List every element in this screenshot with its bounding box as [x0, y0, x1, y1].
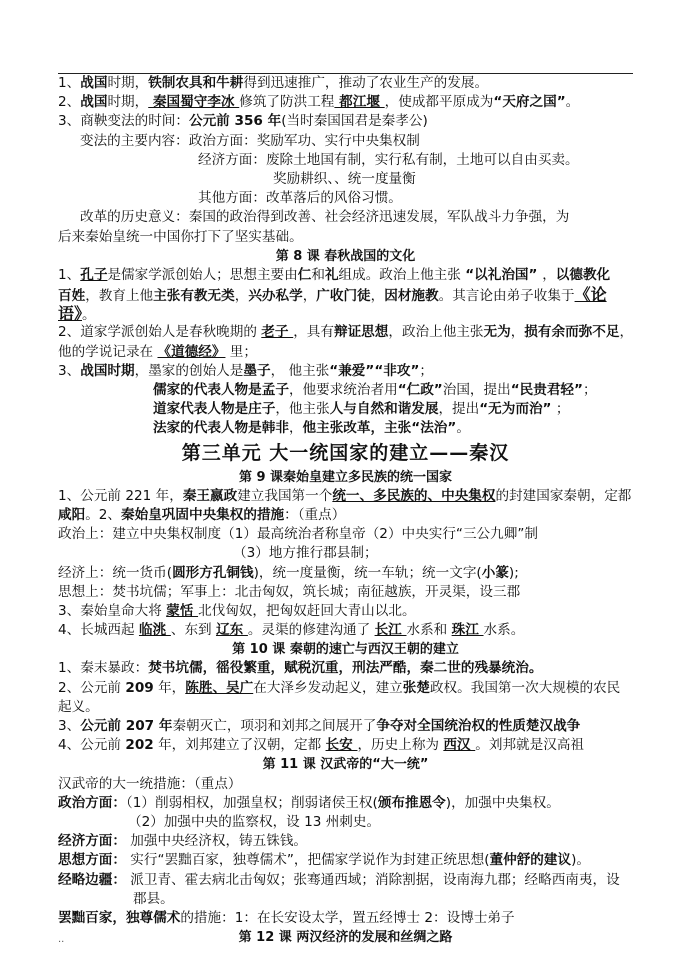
text-run: 张楚	[402, 679, 430, 696]
text-run: 北伐匈奴，把匈奴赶回大青山以北。	[198, 602, 416, 619]
text-run: ；	[551, 401, 570, 418]
text-line	[58, 151, 633, 170]
text-run: 经略边疆：	[58, 871, 126, 888]
text-run: 实行“罢黜百家，独尊儒术”，把儒家学说作为封建正统思想(	[125, 852, 490, 869]
text-run: 和	[311, 266, 325, 283]
text-line	[58, 381, 633, 400]
text-run: 209	[125, 679, 154, 696]
text-run: ，提出	[438, 401, 480, 418]
text-run: 。其言论由弟子收集于	[438, 288, 575, 305]
text-run: （1）削弱相权，加强皇权；削弱诸侯王权(	[125, 794, 378, 811]
text-run: 长安	[325, 737, 358, 754]
text-line	[58, 871, 633, 890]
text-line	[58, 659, 633, 678]
text-run: 。刘邦就是汉高祖	[475, 737, 585, 754]
text-run: 争夺对全国统治权的性质楚汉战争	[376, 718, 581, 734]
text-run: 兴办私学	[248, 288, 303, 305]
text-run: 3、	[58, 362, 81, 379]
text-run: 202	[125, 737, 154, 754]
text-line	[58, 132, 633, 151]
text-line	[58, 189, 633, 208]
text-line	[58, 93, 633, 112]
text-line	[58, 266, 633, 285]
text-run: 以德教化	[555, 266, 611, 283]
text-run: 孔子	[80, 266, 108, 283]
text-run: 、东到	[170, 622, 216, 639]
text-run: 公元前 356 年	[189, 113, 282, 130]
text-run: ，墨家的创始人是	[134, 362, 244, 379]
text-line	[58, 621, 633, 640]
text-run: 时期，	[107, 94, 149, 111]
lesson-heading	[58, 755, 633, 774]
text-run: 第 10 课 秦朝的速亡与西汉王朝的建立	[232, 642, 459, 658]
text-run: 经济上：统一货币(	[58, 564, 173, 581]
text-run: 儒家的代表人物是孟子	[153, 382, 289, 398]
text-run: ；	[582, 382, 597, 398]
text-line	[58, 487, 633, 506]
text-run: 2、道家学派创始人是春秋晚期的	[58, 324, 262, 341]
text-run: 《道德经》	[157, 343, 226, 360]
text-run: （2）加强中央的监察权，设 13 州刺史。	[128, 813, 381, 830]
text-run: 统一、多民族的、中央集权	[332, 487, 496, 504]
text-run: 法家的代表人物是韩非	[153, 420, 289, 437]
lesson-heading	[58, 640, 633, 659]
text-run: 奖励耕织、、统一度量衡	[273, 170, 416, 187]
text-run: 建立我国第一个	[237, 487, 333, 504]
text-run: 年，刘邦建立了汉朝，定都	[153, 737, 326, 754]
text-run: 汉武帝的大一统措施：（重点）	[58, 775, 242, 792]
text-line	[58, 717, 633, 736]
text-line	[58, 323, 633, 342]
text-run: 秦朝灭亡，项羽和刘邦之间展开了	[172, 718, 377, 734]
text-run: 他主张改革，主张“法治”	[302, 420, 457, 437]
text-run: 是儒家学派创始人；思想主要由	[107, 266, 298, 283]
text-run: ，	[619, 324, 633, 341]
text-run: ，	[302, 288, 317, 305]
text-run: 公元前 207 年	[80, 718, 173, 734]
text-run: 秦始皇巩固中央集权的措施	[121, 506, 285, 523]
text-run: 战国时期	[80, 362, 135, 379]
text-run: 3、秦始皇命大将	[58, 602, 167, 619]
text-run: ，	[510, 324, 525, 341]
text-run: 变法的主要内容：政治方面：奖励军功、实行中央集权制	[80, 132, 420, 149]
text-run: 因材施教	[384, 288, 439, 305]
text-run: ，他主张	[275, 401, 330, 418]
text-run: 1、秦末暴政：	[58, 660, 149, 677]
text-run: )，统一度量衡，统一车轨；统一文字(	[253, 564, 482, 581]
text-run: ，他要求统治者用	[288, 382, 398, 398]
text-line	[58, 909, 633, 928]
page-footer-mark: ..	[58, 934, 65, 945]
text-run: 2、	[58, 94, 81, 111]
text-run: 仁	[297, 266, 312, 283]
text-run: 他的学说记录在	[58, 343, 158, 360]
text-run: 3、	[58, 718, 81, 734]
lesson-heading	[58, 247, 633, 266]
text-run: 后来秦始皇统一中国你打下了坚实基础。	[58, 228, 303, 245]
text-run: 陈胜、吴广	[185, 679, 254, 696]
text-run: 经济方面：	[58, 833, 126, 850]
text-run: 损有余而弥不足	[524, 324, 620, 341]
text-run: ，使成都平原成为	[384, 94, 494, 111]
text-run: 经济方面：废除土地国有制，实行私有制，土地可以自由买卖。	[198, 151, 579, 168]
text-run: 治国，提出	[442, 382, 511, 398]
text-run: 政治方面：	[58, 794, 126, 811]
text-line	[58, 170, 633, 189]
text-run: ，教育上他	[85, 288, 154, 305]
text-run: 派卫青、霍去病北击匈奴；张骞通西域；消除割据，设南海九郡；经略西南夷，设	[125, 871, 620, 888]
text-run: ，具有	[293, 324, 334, 341]
text-line	[58, 419, 633, 438]
text-run: 政权。我国第一次大规模的农民	[429, 679, 621, 696]
text-run: )。	[571, 852, 590, 869]
text-run: 道家代表人物是庄子	[153, 401, 276, 418]
text-run: 西汉	[443, 737, 476, 754]
text-line	[58, 525, 633, 544]
text-run: 其他方面：改革落后的风俗习惯。	[198, 190, 402, 207]
text-run: ， 他主张	[270, 362, 330, 379]
text-run: 颁布推恩令	[377, 794, 446, 811]
text-line	[58, 679, 633, 698]
text-run: 。	[456, 420, 470, 437]
text-run: 董仲舒的建议	[489, 852, 572, 869]
text-line	[58, 285, 633, 304]
text-run: 主张有教无类	[153, 288, 235, 305]
text-line	[58, 832, 633, 851]
text-run: 珠江	[451, 622, 484, 639]
text-run: 1、	[58, 75, 81, 91]
text-run: 都江堰	[334, 94, 385, 111]
text-run: 墨子	[243, 362, 271, 379]
text-run: 小篆	[481, 564, 509, 581]
text-run: 战国	[80, 75, 108, 91]
text-run: 焚书坑儒，徭役繁重，赋税沉重，刑法严酷，秦二世的残暴统治。	[148, 660, 543, 677]
text-run: 人与自然和谐发展	[329, 401, 439, 418]
text-run: 改革的历史意义：秦国的政治得到改善、社会经济迅速发展，军队战斗力争强，为	[80, 209, 570, 226]
text-run: 辽东	[215, 622, 248, 639]
text-run: 第 8 课 春秋战国的文化	[275, 248, 416, 264]
text-run: 得到迅速推广，推动了农业生产的发展。	[243, 75, 489, 91]
text-line	[58, 794, 633, 813]
text-run: 第 9 课秦始皇建立多民族的统一国家	[238, 469, 453, 485]
text-run: ：（重点）	[284, 506, 346, 523]
text-line	[58, 775, 633, 794]
lesson-heading	[58, 928, 633, 947]
text-run: 老子	[261, 324, 294, 341]
text-run: 铁制农具和牛耕	[148, 75, 244, 91]
text-run: 。	[82, 307, 96, 324]
text-run: 。灵渠的修建沟通了	[247, 622, 375, 639]
text-run: 修筑了防洪工程	[239, 94, 335, 111]
text-run: 第 11 课 汉武帝的“大一统”	[262, 757, 429, 773]
text-run: ，政治上他主张	[388, 324, 484, 341]
text-run: ，	[288, 420, 303, 437]
text-run: 秦王嬴政	[182, 487, 238, 504]
text-run: 时期，	[107, 75, 149, 91]
text-run: “兼爱”“非攻”	[329, 362, 420, 379]
unit-heading	[58, 439, 633, 468]
text-run: ，	[370, 288, 385, 305]
text-line	[58, 112, 633, 131]
text-run: 年，	[153, 679, 186, 696]
text-run: 《论	[574, 285, 607, 305]
text-run: ，历史上称为	[357, 737, 444, 754]
text-run: 圆形方孔铜钱	[172, 564, 254, 581]
text-run: 。2、	[85, 506, 122, 523]
text-run: 政治上：建立中央集权制度（1）最高统治者称皇帝（2）中央实行“三公九卿”制	[58, 526, 538, 543]
text-line	[58, 544, 633, 563]
text-run: 水系。	[483, 622, 525, 639]
text-run: 4、公元前	[58, 737, 126, 754]
text-run: 组成。政治上他主张	[338, 266, 466, 283]
text-line	[58, 564, 633, 583]
text-run: 的措施：1：在长安设太学，置五经博士 2：设博士弟子	[180, 909, 515, 926]
text-run: 咸阳	[58, 506, 86, 523]
text-run: (当时秦国国君是秦孝公)	[281, 113, 428, 130]
text-run: ，	[234, 288, 249, 305]
text-run: 长江	[374, 622, 407, 639]
text-line	[58, 506, 633, 525]
text-run: 第 12 课 两汉经济的发展和丝绸之路	[238, 930, 453, 946]
text-run: 礼	[324, 266, 339, 283]
text-run: 水系和	[406, 622, 452, 639]
text-run: “民贵君轻”	[510, 382, 583, 398]
text-line	[58, 74, 633, 93]
text-line	[58, 304, 633, 323]
text-run: 第三单元 大一统国家的建立——秦汉	[181, 441, 510, 464]
text-run: 广收门徒	[316, 288, 371, 305]
text-line	[58, 736, 633, 755]
text-run: 百姓	[58, 288, 86, 305]
text-run: 1、公元前 221 年，	[58, 487, 183, 504]
text-run: 。	[565, 94, 580, 111]
text-line	[58, 362, 633, 381]
text-line	[58, 343, 633, 362]
text-run: 郡县。	[133, 890, 174, 907]
document-body	[58, 74, 633, 947]
text-run: 战国	[80, 94, 108, 111]
text-run: 在大泽乡发动起义，建立	[253, 679, 403, 696]
text-run: 思想方面：	[58, 852, 126, 869]
text-line	[58, 400, 633, 419]
text-run: 辩证思想	[333, 324, 389, 341]
text-run: 起义。	[58, 698, 99, 715]
text-run: “无为而治”	[479, 401, 552, 418]
text-run: 蒙恬	[166, 602, 199, 619]
text-run: ，	[542, 266, 556, 283]
text-run: “仁政”	[397, 382, 443, 398]
text-run: )，加强中央集权。	[445, 794, 560, 811]
text-line	[58, 228, 633, 247]
text-run: );	[508, 564, 519, 581]
text-run: （3）地方推行郡县制；	[233, 545, 378, 562]
text-run: 2、公元前	[58, 679, 126, 696]
text-run: “天府之国”	[493, 94, 566, 111]
text-run: 秦国蜀守李冰	[148, 94, 240, 111]
text-run: 语》	[58, 304, 83, 324]
text-line	[58, 851, 633, 870]
text-line	[58, 208, 633, 227]
text-line	[58, 602, 633, 621]
text-line	[58, 583, 633, 602]
text-run: 里；	[225, 343, 257, 360]
lesson-heading	[58, 468, 633, 487]
text-run: 4、长城西起	[58, 622, 139, 639]
text-run: 思想上：焚书坑儒；军事上：北击匈奴，筑长城；南征越族，开灵渠，设三郡	[58, 583, 521, 600]
text-run: 1、	[58, 266, 81, 283]
text-run: 3、商鞅变法的时间：	[58, 113, 189, 130]
text-run: “以礼治国”	[465, 266, 543, 283]
text-run: 无为	[483, 324, 511, 341]
text-run: 加强中央经济权，铸五铢钱。	[125, 833, 308, 850]
text-run: 的封建国家秦朝，定都	[495, 487, 632, 504]
text-line	[58, 698, 633, 717]
text-line	[58, 890, 633, 909]
text-line	[58, 813, 633, 832]
text-run: 罢黜百家，独尊儒术	[58, 909, 181, 926]
text-run: ；	[419, 362, 433, 379]
text-run: 临洮	[138, 622, 171, 639]
